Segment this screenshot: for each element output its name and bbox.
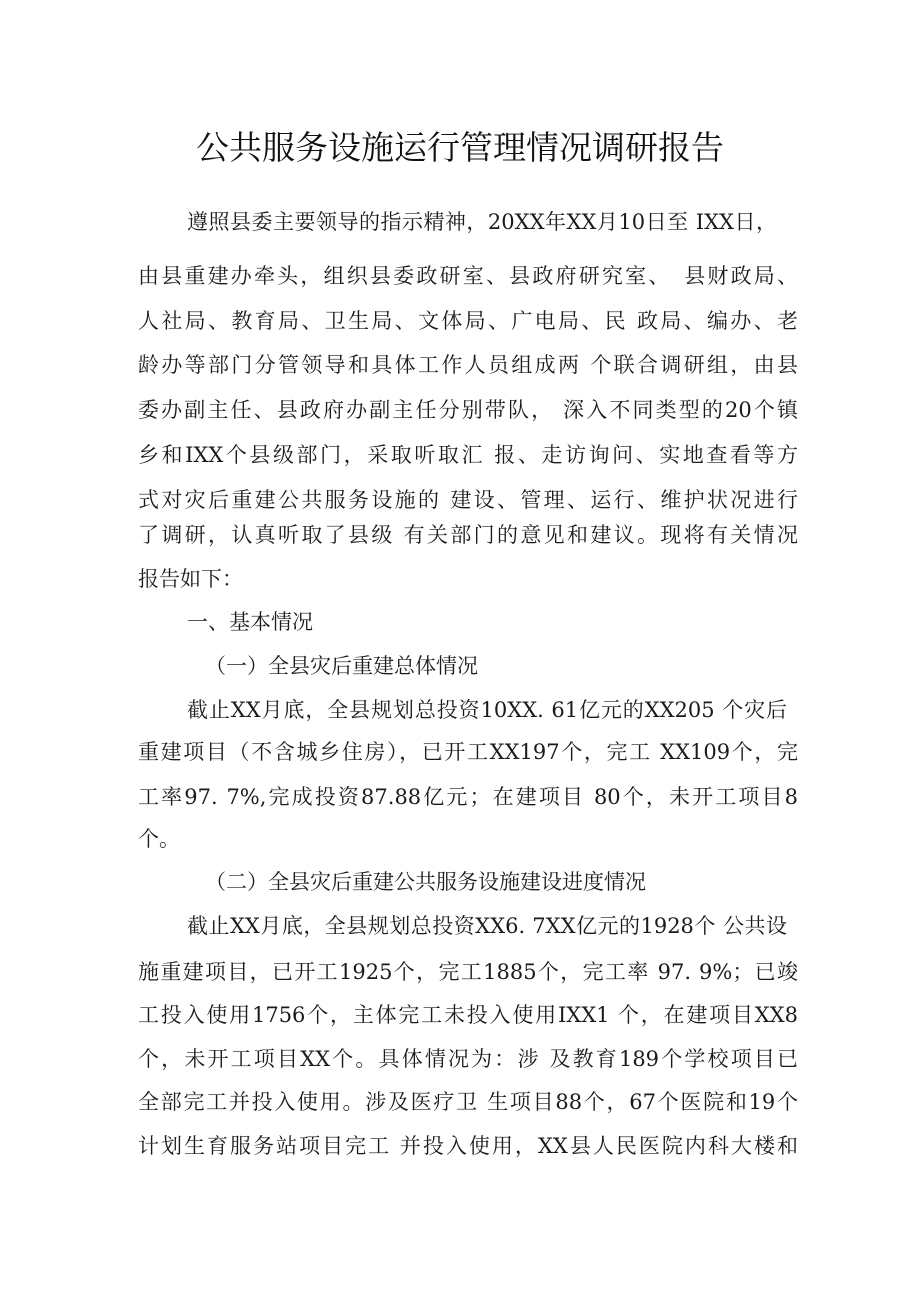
paragraph-line: 截止XX月底，全县规划总投资XX6. 7XX亿元的1928个 公共设 [187, 914, 787, 938]
paragraph-line: 重建项目（不含城乡住房），已开工XX197个，完工 XX109个，完 [138, 740, 798, 764]
document-title: 公共服务设施运行管理情况调研报告 [196, 128, 724, 167]
paragraph-line: 施重建项目，已开工1925个，完工1885个，完工率 97. 9%；已竣 [138, 960, 798, 984]
paragraph-line: 个。 [138, 827, 180, 851]
paragraph-line: 工率97. 7%,完成投资87.88亿元；在建项目 80个，未开工项目8 [138, 785, 798, 809]
paragraph-line: 人社局、教育局、卫生局、文体局、广电局、民 政局、编办、老 [138, 309, 798, 333]
section-heading: 一、基本情况 [187, 610, 313, 634]
paragraph-line: 工投入使用1756个，主体完工未投入使用IXX1 个，在建项目XX8 [138, 1003, 798, 1027]
paragraph-line: 全部完工并投入使用。涉及医疗卫 生项目88个，67个医院和19个 [138, 1090, 798, 1114]
paragraph-line: 计划生育服务站项目完工 并投入使用，XX县人民医院内科大楼和 [138, 1134, 798, 1158]
paragraph-line: 式对灾后重建公共服务设施的 建设、管理、运行、维护状况进行 [138, 488, 798, 512]
paragraph-line: 龄办等部门分管领导和具体工作人员组成两 个联合调研组，由县 [138, 353, 798, 377]
paragraph-line: 报告如下： [138, 567, 243, 591]
paragraph-line: 遵照县委主要领导的指示精神，20XX年XX月10日至 IXX日， [187, 210, 777, 234]
subsection-heading: （一）全县灾后重建总体情况 [205, 654, 478, 678]
subsection-heading: （二）全县灾后重建公共服务设施建设进度情况 [205, 870, 646, 894]
paragraph-line: 由县重建办牵头，组织县委政研室、县政府研究室、 县财政局、 [138, 264, 798, 288]
paragraph-line: 委办副主任、县政府办副主任分别带队， 深入不同类型的20个镇 [138, 398, 798, 422]
paragraph-line: 了调研，认真听取了县级 有关部门的意见和建议。现将有关情况 [138, 523, 798, 547]
paragraph-line: 截止XX月底，全县规划总投资10XX. 61亿元的XX205 个灾后 [187, 698, 787, 722]
paragraph-line: 乡和IXX个县级部门，采取听取汇 报、走访询问、实地查看等方 [138, 443, 798, 467]
paragraph-line: 个，未开工项目XX个。具体情况为：涉 及教育189个学校项目已 [138, 1047, 798, 1071]
